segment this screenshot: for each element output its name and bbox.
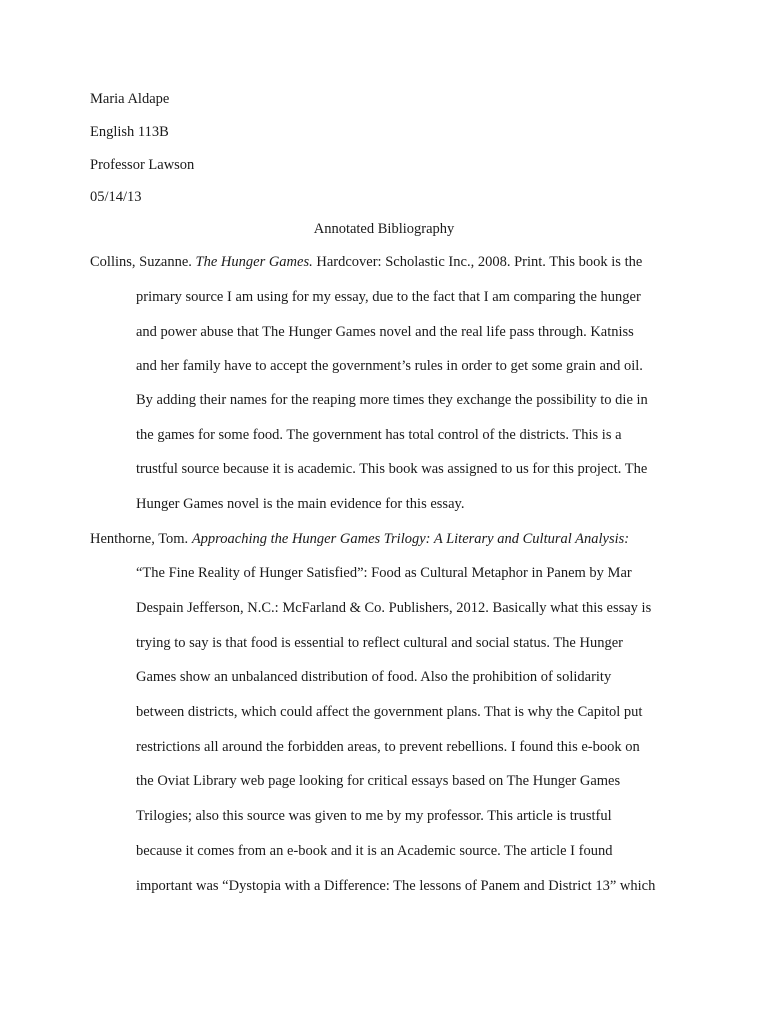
entry-1-line: and her family have to accept the government’s rules in order to get some grain and oil.: [136, 358, 643, 374]
entry-2-line: “The Fine Reality of Hunger Satisfied”: Food as Cultural Metaphor in Panem by Mar: [136, 565, 632, 581]
entry-1-author: Collins, Suzanne.: [90, 254, 192, 270]
entry-2-line: Games show an unbalanced distribution of food. Also the prohibition of solidarity: [136, 669, 612, 685]
entry-2-line: restrictions all around the forbidden areas, to prevent rebellions. I found this e-book on: [136, 739, 640, 755]
entry-1-line: trustful source because it is academic. This book was assigned to us for this project. The: [136, 461, 648, 477]
entry-2-author: Henthorne, Tom.: [90, 531, 189, 547]
document-date: 05/14/13: [90, 189, 142, 205]
entry-2-line: Trilogies; also this source was given to me by my professor. This article is trustful: [136, 808, 612, 824]
entry-1-line: By adding their names for the reaping more times they exchange the possibility to die in: [136, 392, 648, 408]
entry-1-line: and power abuse that The Hunger Games novel and the real life pass through. Katniss: [136, 324, 634, 340]
entry-1-first-line: [90, 252, 642, 272]
entry-1-first-line-rest: Hardcover: Scholastic Inc., 2008. Print. This book is the: [316, 254, 643, 270]
page-title: Annotated Bibliography: [313, 221, 455, 237]
entry-2-line: important was “Dystopia with a Difference: The lessons of Panem and District 13” which: [136, 878, 656, 894]
entry-1-book-title: The Hunger Games.: [195, 254, 313, 270]
entry-2-line: because it comes from an e-book and it is an Academic source. The article I found: [136, 843, 613, 859]
entry-2-line: between districts, which could affect the government plans. That is why the Capitol put: [136, 704, 643, 720]
entry-1-line: the games for some food. The government has total control of the districts. This is a: [136, 427, 622, 443]
entry-2-line: trying to say is that food is essential to reflect cultural and social status. The Hunger: [136, 635, 623, 651]
student-name: Maria Aldape: [90, 91, 170, 107]
professor-name: Professor Lawson: [90, 157, 195, 173]
course-name: English 113B: [90, 124, 169, 140]
entry-1-line: primary source I am using for my essay, due to the fact that I am comparing the hunger: [136, 289, 641, 305]
entry-2-book-title: Approaching the Hunger Games Trilogy: A Literary and Cultural Analysis:: [191, 531, 630, 547]
entry-2-line: Despain Jefferson, N.C.: McFarland & Co. Publishers, 2012. Basically what this essay is: [136, 600, 652, 616]
entry-2-line: the Oviat Library web page looking for critical essays based on The Hunger Games: [136, 773, 621, 789]
entry-1-line: Hunger Games novel is the main evidence for this essay.: [136, 496, 465, 512]
entry-2-first-line: [90, 529, 629, 549]
